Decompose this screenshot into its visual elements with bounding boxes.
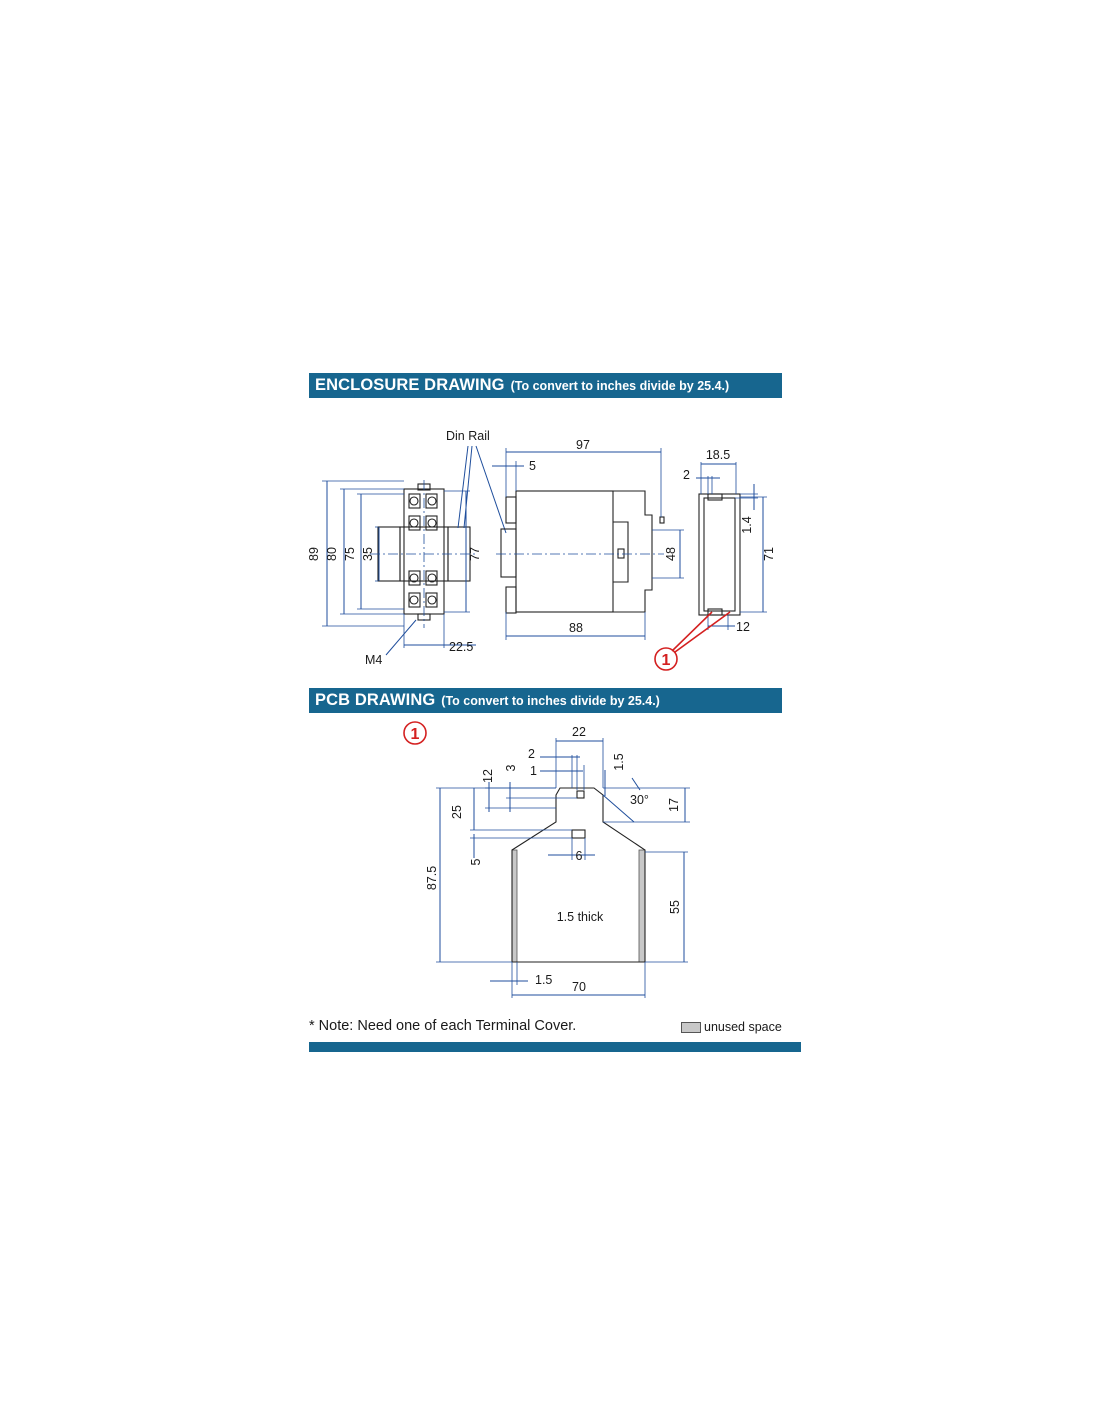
pcb-dim-17: 17 <box>667 798 681 812</box>
dim-1-4: 1.4 <box>740 516 754 534</box>
dim-75: 75 <box>343 547 357 561</box>
footer-rule <box>309 1042 801 1052</box>
din-rail-leader <box>476 446 506 533</box>
pcb-dim-6: 6 <box>575 849 583 863</box>
terminal-cover-note: * Note: Need one of each Terminal Cover. <box>309 1018 577 1034</box>
dim-5: 5 <box>529 459 536 473</box>
dim-35: 35 <box>361 547 375 561</box>
dim-48: 48 <box>664 547 678 561</box>
pcb-dim-12: 12 <box>481 769 495 783</box>
enclosure-title: ENCLOSURE DRAWING <box>315 376 505 394</box>
dim-89: 89 <box>307 547 321 561</box>
enclosure-subtitle: (To convert to inches divide by 25.4.) <box>510 378 730 393</box>
pcb-callout-marker-1: 1 <box>410 726 420 743</box>
pcb-outline <box>436 738 690 998</box>
dim-18-5: 18.5 <box>705 448 731 462</box>
pcb-dim-1-5-top: 1.5 <box>612 753 626 771</box>
enclosure-side-view <box>492 448 684 640</box>
din-rail-label: Din Rail <box>446 429 490 443</box>
pcb-dim-1-5-bottom: 1.5 <box>535 973 553 987</box>
pcb-dim-2: 2 <box>528 747 535 761</box>
pcb-thickness-label: 1.5 thick <box>556 910 604 924</box>
pcb-dim-70: 70 <box>572 980 586 994</box>
dim-80: 80 <box>325 547 339 561</box>
pcb-dim-3: 3 <box>504 764 518 772</box>
pcb-dim-55: 55 <box>668 900 682 914</box>
m4-label: M4 <box>365 653 383 667</box>
pcb-dim-5: 5 <box>469 858 483 866</box>
pcb-dim-1: 1 <box>530 764 537 778</box>
enclosure-end-view <box>655 462 767 670</box>
pcb-dim-25: 25 <box>450 805 464 819</box>
pcb-dim-22: 22 <box>572 725 586 739</box>
dim-88: 88 <box>569 621 583 635</box>
dim-77: 77 <box>468 547 482 561</box>
unused-space-legend <box>681 1020 782 1034</box>
unused-space-label: unused space <box>704 1020 782 1034</box>
din-rail-leader <box>464 446 472 528</box>
dim-12: 12 <box>736 620 750 634</box>
dim-2: 2 <box>683 468 690 482</box>
pcb-angle-30: 30° <box>630 793 649 807</box>
enclosure-front-view <box>322 480 478 655</box>
dim-22-5: 22.5 <box>449 640 474 654</box>
pcb-dim-87-5: 87.5 <box>425 865 439 891</box>
dim-71: 71 <box>762 547 776 561</box>
callout-marker-1: 1 <box>661 652 671 669</box>
unused-space-swatch <box>681 1022 701 1033</box>
dim-97: 97 <box>576 438 590 452</box>
pcb-subtitle: (To convert to inches divide by 25.4.) <box>441 693 660 708</box>
pcb-title: PCB DRAWING <box>315 691 436 709</box>
